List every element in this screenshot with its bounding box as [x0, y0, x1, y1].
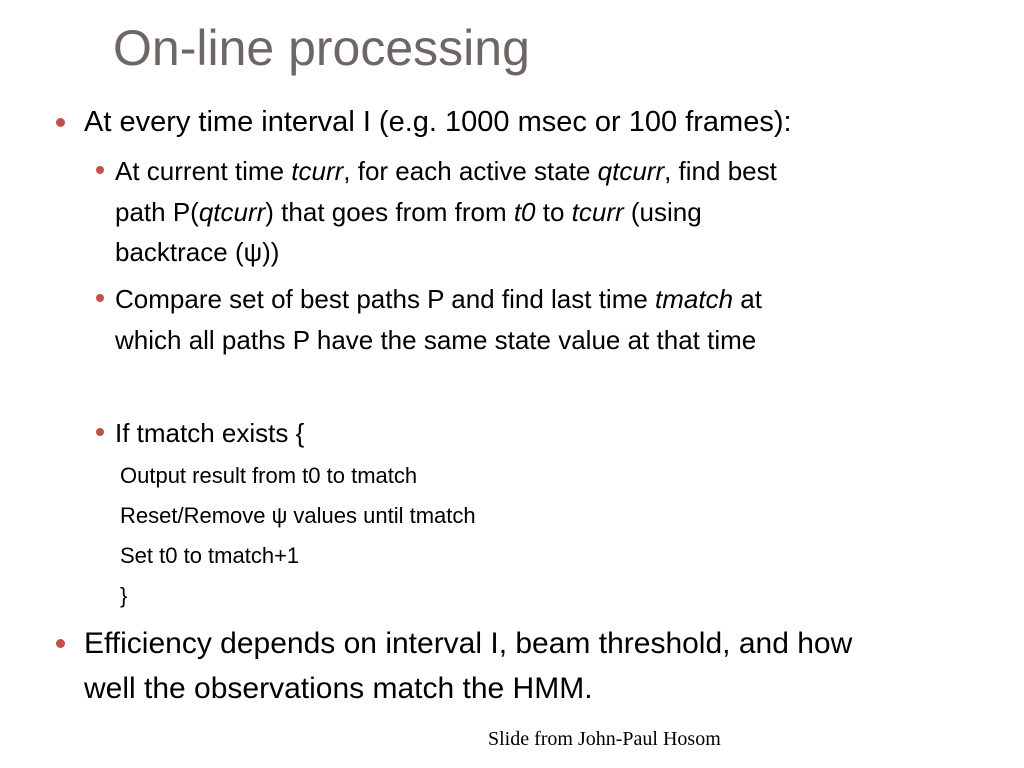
sub-bullet-compare-line1: Compare set of best paths P and find last time tmatch at [115, 284, 762, 314]
sub-bullet-dot [96, 294, 104, 302]
sub-bullet-current-time-line3: backtrace (ψ)) [115, 237, 280, 267]
bullet-efficiency-line1: Efficiency depends on interval I, beam threshold, and how [84, 627, 853, 660]
slide-credit: Slide from John-Paul Hosom [488, 728, 721, 750]
code-line-closing-brace: } [120, 583, 128, 608]
sub-bullet-current-time-line2: path P(qtcurr) that goes from from t0 to tcurr (using [115, 197, 702, 227]
code-line-reset: Reset/Remove ψ values until tmatch [120, 503, 476, 528]
bullet-dot [56, 639, 65, 648]
sub-bullet-current-time-line1: At current time tcurr, for each active state qtcurr, find best [115, 156, 777, 186]
bullet-efficiency-line2: well the observations match the HMM. [84, 672, 593, 705]
slide-title: On-line processing [113, 20, 530, 76]
sub-bullet-if-tmatch: If tmatch exists { [115, 418, 305, 448]
bullet-dot [56, 118, 65, 127]
sub-bullet-dot [96, 166, 104, 174]
sub-bullet-compare-line2: which all paths P have the same state value at that time [115, 325, 757, 355]
sub-bullet-dot [96, 428, 104, 436]
bullet-time-interval: At every time interval I (e.g. 1000 msec or 100 frames): [84, 106, 792, 138]
code-line-output: Output result from t0 to tmatch [120, 463, 418, 488]
code-line-set-t0: Set t0 to tmatch+1 [120, 543, 300, 568]
